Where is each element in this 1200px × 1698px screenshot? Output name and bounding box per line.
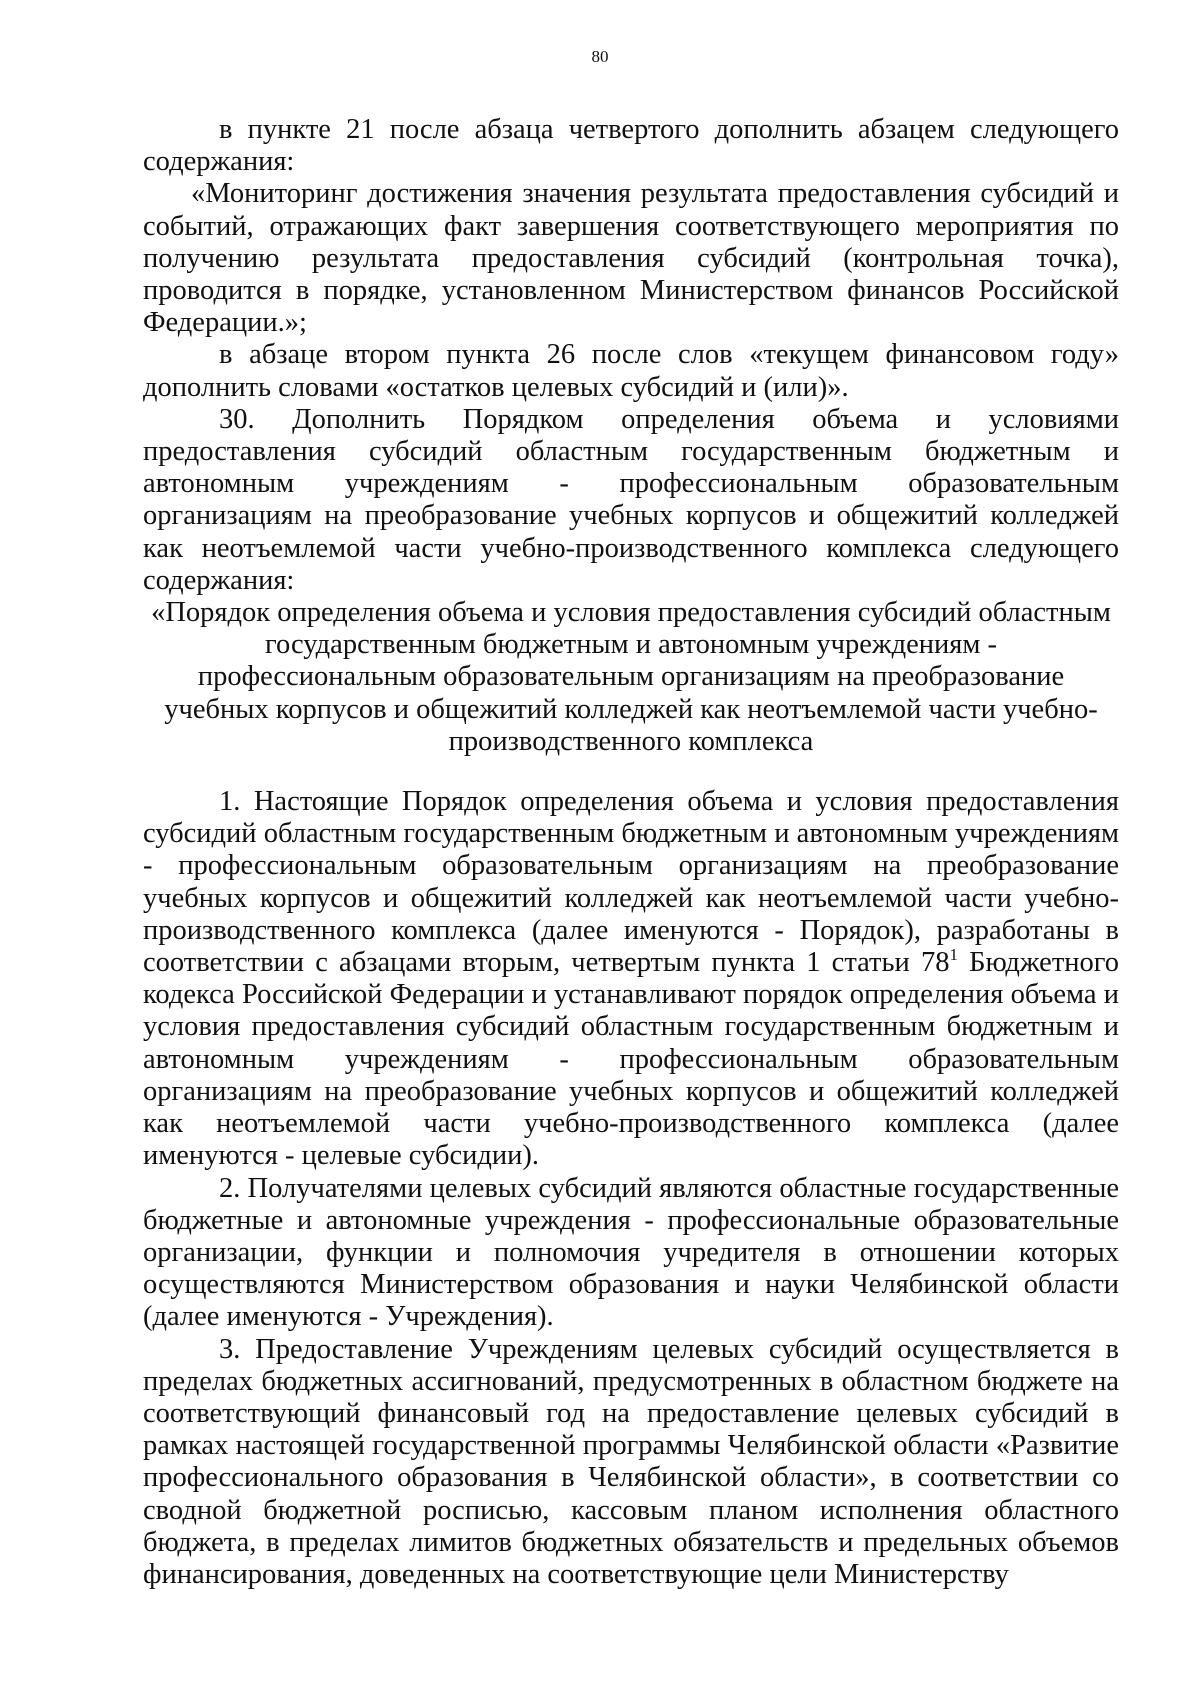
article-superscript: 1 bbox=[949, 945, 958, 965]
paragraph-item-30: 30. Дополнить Порядком определения объема и условиями предоставления субсидий областным государственным бюджетным и автономным учреждениям - профессиональным образовательным организациям на преобразование учебных корпусов и общежитий колледжей как неотъемлемой части учебно-производственного комплекса следующего содержания: bbox=[143, 403, 1119, 596]
section-1-text-end: Бюджетного кодекса Российской Федерации и устанавливают порядок определения объема и условия предоставления субсидий областным государственным бюджетным и автономным учреждениям - профессиональным образовательным организациям на преобразование учебных корпусов и общежитий колледжей как неотъемлемой части учебно-производственного комплекса (далее именуются - целевые субсидии). bbox=[143, 947, 1120, 1172]
procedure-title: «Порядок определения объема и условия предоставления субсидий областным государственным бюджетным и автономным учреждениям - профессиональным образовательным организациям на преобразование учебных корпусов и общежитий колледжей как неотъемлемой части учебно-производственного комплекса bbox=[151, 597, 1111, 757]
page-number: 80 bbox=[591, 47, 609, 66]
paragraph-amendment-point-26: в абзаце втором пункта 26 после слов «текущем финансовом году» дополнить словами «остатков целевых субсидий и (или)». bbox=[143, 339, 1119, 403]
paragraph-section-3: 3. Предоставление Учреждениям целевых субсидий осуществляется в пределах бюджетных ассигнований, предусмотренных в областном бюджете на соответствующий финансовый год на предоставление целевых субсидий в рамках настоящей государственной программы Челябинской области «Развитие профессионального образования в Челябинской области», в соответствии со сводной бюджетной росписью, кассовым планом исполнения областного бюджета, в пределах лимитов бюджетных обязательств и предельных объемов финансирования, доведенных на соответствующие цели Министерству bbox=[143, 1333, 1119, 1590]
paragraph-monitoring-quote: «Мониторинг достижения значения результата предоставления субсидий и событий, отражающих факт завершения соответствующего мероприятия по получению результата предоставления субсидий (контрольная точка), проводится в порядке, установленном Министерством финансов Российской Федерации.»; bbox=[143, 178, 1119, 339]
paragraph-amendment-point-21: в пункте 21 после абзаца четвертого дополнить абзацем следующего содержания: bbox=[143, 114, 1119, 178]
paragraph-section-2: 2. Получателями целевых субсидий являются областные государственные бюджетные и автономные учреждения - профессиональные образовательные организации, функции и полномочия учредителя в отношении которых осуществляются Министерством образования и науки Челябинской области (далее именуются - Учреждения). bbox=[143, 1172, 1119, 1333]
section-1-text-start: 1. Настоящие Порядок определения объема и условия предоставления субсидий областным государственным бюджетным и автономным учреждениям - профессиональным образовательным организациям на преобразование учебных корпусов и общежитий колледжей как неотъемлемой части учебно-производственного комплекса (далее именуются - Порядок), разработаны в соответствии с абзацами вторым, четвертым пункта 1 статьи 78 bbox=[143, 786, 1119, 979]
document-body bbox=[143, 114, 1119, 1591]
paragraph-section-1 bbox=[143, 786, 1119, 1172]
